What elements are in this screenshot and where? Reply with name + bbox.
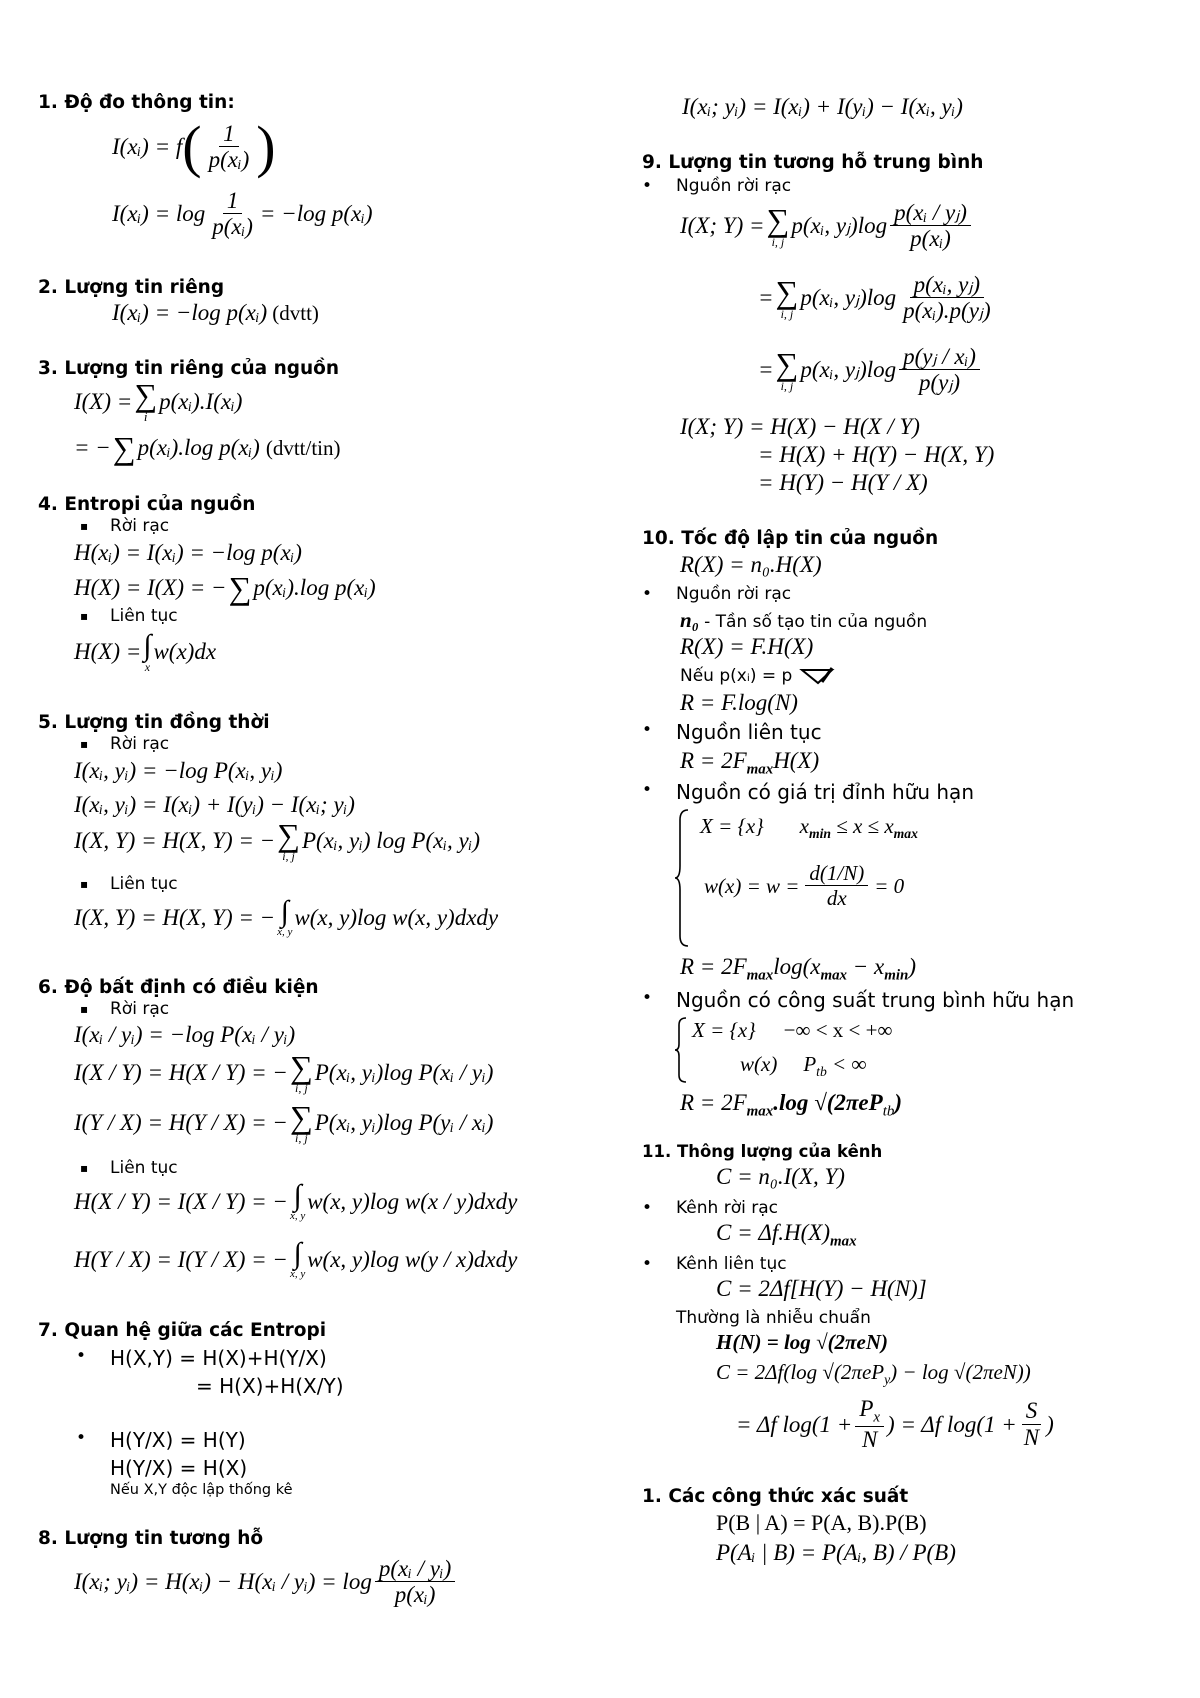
relation-line-1: • H(X,Y) = H(X)+H(Y/X) [110,1346,327,1370]
formula-11-6-num2: S [1022,1398,1042,1424]
left-brace-icon [674,808,690,948]
formula-8-1-frac [375,1556,455,1609]
section-11-bullet-discrete: • Kênh rời rạc [676,1198,778,1218]
formula-10-4 [680,748,819,779]
section-5-bullet-discrete: ▪ Rời rạc [110,734,169,754]
formula-1-1-frac [205,121,254,174]
system-peak-w-frac [805,862,868,910]
section-6-heading: 6. Độ bất định có điều kiện [38,977,319,998]
sum-symbol-9-1: ∑ i, j [766,202,790,249]
section-6-bullet-discrete: ▪ Rời rạc [110,999,169,1019]
formula-11-2: $C = \Delta f.H(X)_{max}$ [716,1220,857,1250]
system-peak-line-1 [700,814,918,842]
system-peak-w-num: d(1/N) [805,862,868,886]
section-6-bullet-continuous: ▪ Liên tục [110,1158,178,1178]
sum-symbol-9-2: ∑ i, j [775,274,799,321]
section-7-heading: 7. Quan hệ giữa các Entropi [38,1320,327,1341]
formula-5-1: I(xᵢ, yᵢ) = −log P(xᵢ, yᵢ) [74,758,283,783]
formula-11-6-c: ) [1046,1411,1054,1437]
formula-9-3-mid: p(xᵢ, yⱼ)log [800,357,897,383]
system-peak-x-set: X = {x} [700,814,764,838]
system-power-line-2 [740,1052,866,1080]
n0-definition [680,608,927,633]
section-5-bullet-continuous: ▪ Liên tục [110,874,178,894]
formula-6-4 [74,1179,518,1222]
formula-11-6-den1: N [862,1427,878,1453]
formula-2-1-unit: (dvtt) [272,301,319,325]
formula-11-6-b: ) = Δf log(1 + [887,1411,1017,1437]
formula-1-2-lhs: I(xᵢ) = log [112,201,206,227]
formula-3-2-lhs: = − [74,435,111,460]
system-peak-range: $x_{min} \le x \le x_{max}$ [799,814,918,842]
formula-9-1-mid: p(xᵢ, yⱼ)log [791,213,888,239]
formula-10-5: $R = 2F_{max}\log(x_{max} - x_{min})$ [680,954,916,984]
formula-9-2-num: p(xᵢ, yⱼ) [910,272,984,298]
formula-10-4-sub: max [746,761,774,778]
formula-11-6-num1: $P_x$ [855,1396,884,1427]
left-brace-power-icon [674,1016,688,1084]
formula-11-4: H(N) = log √(2πeN) [716,1330,888,1354]
section-10-bullet-peak: • Nguồn có giá trị đỉnh hữu hạn [676,780,974,804]
if-equal-prob-text: Nếu p(xᵢ) = p [680,666,793,686]
formula-6-3-lhs: I(Y / X) = H(Y / X) = − [74,1110,288,1136]
section-8-heading: 8. Lượng tin tương hỗ [38,1528,264,1549]
formula-3-2-unit: (dvtt/tin) [265,435,341,460]
formula-mutual-top: I(xᵢ; yᵢ) = I(xᵢ) + I(yᵢ) − I(xᵢ, yᵢ) [682,94,963,119]
section-9-heading: 9. Lượng tin tương hỗ trung bình [642,152,984,173]
system-power-x-set: X = {x} [692,1018,756,1042]
formula-11-6-frac1 [855,1396,884,1453]
formula-6-2 [74,1049,494,1096]
formula-1-1-num: 1 [219,121,239,147]
formula-10-2: R(X) = F.H(X) [680,634,814,659]
formula-5-3 [74,817,480,864]
relation-line-4: H(Y/X) = H(X) [110,1456,248,1480]
formula-4-3-rhs: w(x)dx [153,639,217,665]
formula-11-5: C = 2Δf(log √(2πeP$_y$) − log √(2πeN)) [716,1360,1031,1388]
formula-11-6-a: = Δf log(1 + [736,1411,853,1437]
formula-1-2 [112,188,373,241]
formula-8-1-num: p(xᵢ / yᵢ) [375,1556,455,1582]
formula-10-6: $R = 2F_{max}.\log$ √(2πeP$_{tb}$) [680,1090,902,1120]
system-peak-w-lhs: w(x) = w = [704,873,800,898]
formula-3-1 [74,377,243,425]
section-9-bullet-discrete: • Nguồn rời rạc [676,176,791,196]
section-10-bullet-continuous: • Nguồn liên tục [676,720,822,744]
forall-symbol-icon [798,666,838,686]
formula-5-3-lhs: I(X, Y) = H(X, Y) = − [74,828,276,854]
formula-5-4-lhs: I(X, Y) = H(X, Y) = − [74,904,276,930]
formula-9-3-den: p(yⱼ) [919,370,961,396]
formula-9-3 [758,344,983,397]
formula-9-2-den: p(xᵢ).p(yⱼ) [903,298,991,324]
formula-4-3 [74,629,217,674]
formula-9-2 [758,272,998,325]
formula-9-2-lhs: = [758,285,774,311]
formula-4-2: H(X) = I(X) = − ∑ p(xᵢ).log p(xᵢ) [74,570,376,606]
formula-1-2-rhs: = −log p(xᵢ) [259,201,373,227]
formula-10-3: R = F.log(N) [680,690,798,715]
relation-line-2: = H(X)+H(X/Y) [196,1374,344,1398]
formula-9-5: = H(X) + H(Y) − H(X, Y) [758,442,995,467]
formula-4-2-lhs: H(X) = I(X) = − [74,575,227,600]
formula-6-5 [74,1237,518,1280]
formula-11-6 [736,1396,1054,1453]
formula-3-1-lhs: I(X) = [74,388,133,414]
section-5-heading: 5. Lượng tin đồng thời [38,712,270,733]
formula-8-1 [74,1556,458,1609]
section-1-heading: 1. Độ đo thông tin: [38,92,235,113]
system-power-p: $P_{tb}$ < ∞ [803,1052,867,1080]
formula-4-3-lhs: H(X) = [74,639,142,665]
formula-6-3 [74,1099,494,1146]
formula-4-2-rhs: p(xᵢ).log p(xᵢ) [253,575,376,600]
formula-11-1: C = n₀.I(X, Y) [716,1164,845,1189]
formula-3-2-rhs: p(xᵢ).log p(xᵢ) [137,435,260,460]
formula-10-4-lhs: R = 2F [680,748,747,773]
section-4-bullet-discrete: ▪ Rời rạc [110,516,169,536]
formula-9-1-lhs: I(X; Y) = [680,213,765,239]
formula-3-2: = − ∑ p(xᵢ).log p(xᵢ) (dvtt/tin) [74,430,341,466]
formula-6-3-rhs: P(xᵢ, yᵢ)log P(yᵢ / xᵢ) [314,1110,494,1136]
formula-9-4: I(X; Y) = H(X) − H(X / Y) [680,414,920,439]
formula-1-1-lhs: I(xᵢ) = f [112,134,183,159]
formula-6-2-rhs: P(xᵢ, yᵢ)log P(xᵢ / yᵢ) [314,1060,494,1086]
section-11-bullet-continuous: • Kênh liên tục [676,1254,787,1274]
formula-9-2-frac [899,272,994,325]
integral-symbol-4-3: ∫ x [143,629,152,674]
section-10-heading: 10. Tốc độ lập tin của nguồn [642,528,939,549]
formula-9-1 [680,200,974,253]
system-power-range: −∞ < x < +∞ [783,1018,893,1042]
section-2-heading: 2. Lượng tin riêng [38,277,225,298]
formula-3-1-rhs: p(xᵢ).I(xᵢ) [159,388,243,414]
formula-4-1: H(xᵢ) = I(xᵢ) = −log p(xᵢ) [74,540,302,565]
formula-9-1-den: p(xᵢ) [910,226,951,252]
integral-symbol-6-5: ∫ x, y [289,1237,306,1280]
formula-10-4-rhs: H(X) [773,748,820,773]
system-peak-w-den: dx [826,886,847,911]
formula-2-1-expr: I(xᵢ) = −log p(xᵢ) [112,300,268,325]
section-3-heading: 3. Lượng tin riêng của nguồn [38,358,340,379]
relation-line-3: • H(Y/X) = H(Y) [110,1428,246,1452]
noise-text: Thường là nhiễu chuẩn [676,1308,871,1328]
formula-1-2-num: 1 [223,188,243,214]
formula-9-3-frac [899,344,980,397]
integral-symbol-5-4: ∫ x, y [277,895,293,938]
sum-symbol-6-2: ∑ i, j [289,1049,313,1096]
formula-6-4-rhs: w(x, y)log w(x / y)dxdy [307,1188,518,1214]
formula-11-6-den2: N [1023,1424,1040,1450]
formula-5-4 [74,895,499,938]
section-probability-heading: 1. Các công thức xác suất [642,1486,909,1507]
formula-8-1-den: p(xᵢ) [394,1582,436,1608]
system-peak-line-2 [704,862,904,910]
formula-1-1: I(xᵢ) = f ( $\frac{1}{\text{p(xᵢ)}}$ ) [112,114,276,179]
formula-6-4-lhs: H(X / Y) = I(X / Y) = − [74,1188,288,1214]
relation-note: Nếu X,Y độc lập thống kê [110,1482,293,1498]
formula-2-1 [112,300,319,326]
formula-1-2-frac [208,188,257,241]
system-power-w: w(x) [740,1052,778,1076]
section-4-heading: 4. Entropi của nguồn [38,494,256,515]
section-11-heading: 11. Thông lượng của kênh [642,1142,883,1161]
section-10-bullet-power: • Nguồn có công suất trung bình hữu hạn [676,988,1074,1012]
formula-9-3-lhs: = [758,357,774,383]
formula-9-1-num: p(xᵢ / yⱼ) [890,200,971,226]
if-equal-prob [680,666,838,686]
formula-probability-1: P(B | A) = P(A, B).P(B) [716,1510,927,1535]
section-4-bullet-continuous: ▪ Liên tục [110,606,178,626]
formula-11-3: C = 2Δf[H(Y) − H(N)] [716,1276,927,1301]
formula-9-3-num: p(yⱼ / xᵢ) [899,344,980,370]
formula-5-2: I(xᵢ, yᵢ) = I(xᵢ) + I(yᵢ) − I(xᵢ; yᵢ) [74,792,355,817]
sum-symbol-5-3: ∑ i, j [277,817,300,864]
sum-symbol-6-3: ∑ i, j [289,1099,313,1146]
integral-symbol-6-4: ∫ x, y [289,1179,306,1222]
formula-1-1-den: p(xᵢ) [208,146,250,172]
formula-9-2-mid: p(xᵢ, yⱼ)log [800,285,897,311]
sum-symbol-3-1: ∑ i [134,377,158,425]
section-10-bullet-discrete: • Nguồn rời rạc [676,584,791,604]
formula-8-1-lhs: I(xᵢ; yᵢ) = H(xᵢ) − H(xᵢ / yᵢ) = log [74,1569,372,1595]
system-power-line-1 [692,1018,892,1043]
formula-11-6-frac2 [1020,1398,1043,1451]
formula-9-1-frac [890,200,971,253]
formula-6-5-lhs: H(Y / X) = I(Y / X) = − [74,1246,288,1272]
n0-text: - Tần số tạo tin của nguồn [704,612,928,632]
formula-5-4-rhs: w(x, y)log w(x, y)dxdy [294,904,499,930]
formula-10-1: R(X) = n₀.H(X) [680,552,822,577]
formula-9-6: = H(Y) − H(Y / X) [758,470,928,495]
formula-1-2-den: p(xᵢ) [212,214,253,240]
formula-6-2-lhs: I(X / Y) = H(X / Y) = − [74,1060,288,1086]
n0-symbol: n₀ [680,608,700,632]
sum-symbol-9-3: ∑ i, j [775,346,799,393]
formula-probability-2: P(Aᵢ | B) = P(Aᵢ, B) / P(B) [716,1540,956,1565]
system-peak-w-rhs: = 0 [874,873,905,898]
formula-6-1: I(xᵢ / yᵢ) = −log P(xᵢ / yᵢ) [74,1022,296,1047]
formula-6-5-rhs: w(x, y)log w(y / x)dxdy [307,1246,518,1272]
formula-5-3-rhs: P(xᵢ, yᵢ) log P(xᵢ, yᵢ) [301,828,480,854]
